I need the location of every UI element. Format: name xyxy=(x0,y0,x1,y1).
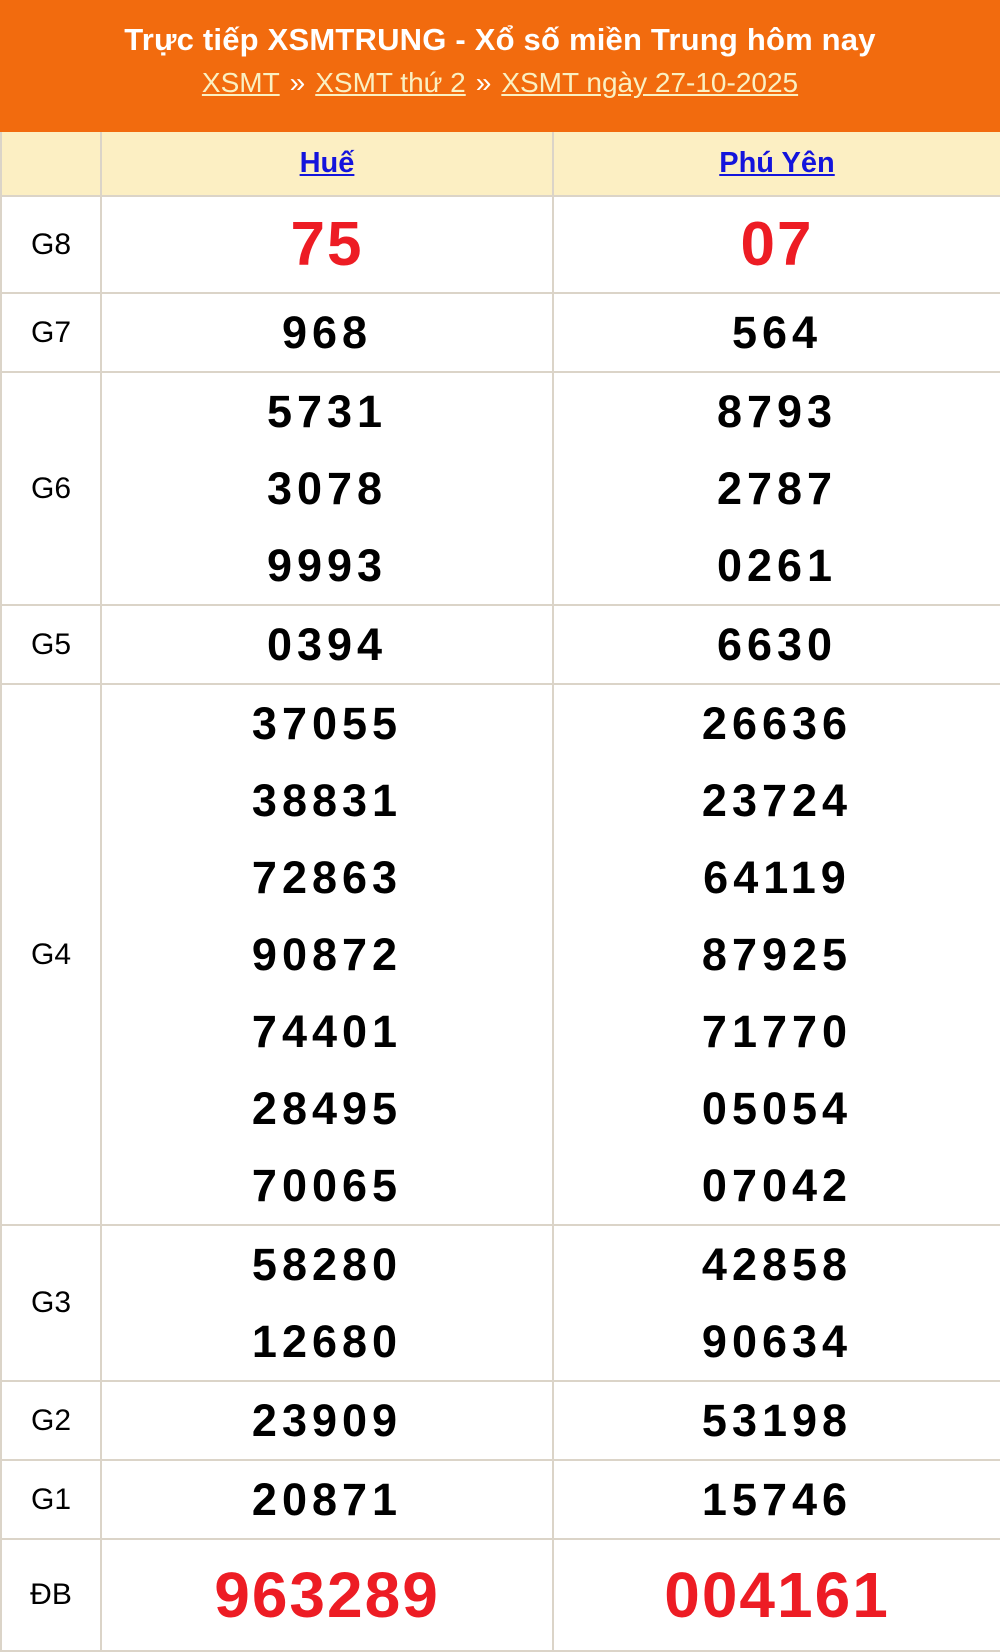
prize-column-header xyxy=(1,132,101,196)
result-cell-col0 xyxy=(101,293,553,372)
page-title: Trực tiếp XSMTRUNG - Xổ số miền Trung hôm nay xyxy=(124,22,876,57)
result-cell-col0 xyxy=(101,684,553,1225)
result-number: 42858 xyxy=(701,1239,853,1290)
result-number: 26636 xyxy=(701,698,853,749)
result-cell-col1 xyxy=(553,1381,1000,1460)
prize-row-1 xyxy=(1,293,1000,372)
result-cell-col0 xyxy=(101,1539,553,1651)
province-link-hue[interactable]: Huế xyxy=(299,147,355,179)
result-cell-col1 xyxy=(553,605,1000,684)
result-cell-col0 xyxy=(101,196,553,293)
result-number: 004161 xyxy=(664,1559,890,1631)
column-header-hue xyxy=(101,132,553,196)
result-number: 64119 xyxy=(703,852,851,903)
result-cell-col0 xyxy=(101,1460,553,1539)
result-cell-col0 xyxy=(101,1225,553,1381)
result-cell-col1 xyxy=(553,196,1000,293)
breadcrumb-link-xsmt[interactable]: XSMT xyxy=(201,67,280,98)
result-cell-col1 xyxy=(553,1225,1000,1381)
prize-label: G4 xyxy=(1,684,101,1225)
result-cell-col1 xyxy=(553,1539,1000,1651)
result-number: 28495 xyxy=(251,1083,403,1134)
table-header-row xyxy=(1,132,1000,196)
result-number: 6630 xyxy=(716,619,838,670)
prize-label: G8 xyxy=(1,196,101,293)
result-number: 0394 xyxy=(266,619,388,670)
result-number: 23909 xyxy=(251,1395,403,1446)
result-number: 9993 xyxy=(266,540,388,591)
prize-row-8 xyxy=(1,1539,1000,1651)
prize-label: G5 xyxy=(1,605,101,684)
result-number: 07 xyxy=(740,210,814,279)
result-cell-col0 xyxy=(101,605,553,684)
prize-row-7 xyxy=(1,1460,1000,1539)
result-number: 71770 xyxy=(701,1006,853,1057)
result-number: 58280 xyxy=(251,1239,403,1290)
result-number: 90634 xyxy=(701,1316,853,1367)
breadcrumb-separator: » xyxy=(475,67,492,98)
prize-row-4 xyxy=(1,684,1000,1225)
results-body xyxy=(1,196,1000,1651)
result-number: 23724 xyxy=(701,775,853,826)
prize-label: G6 xyxy=(1,372,101,605)
prize-row-0 xyxy=(1,196,1000,293)
result-number: 5731 xyxy=(266,386,388,437)
prize-row-3 xyxy=(1,605,1000,684)
result-cell-col1 xyxy=(553,372,1000,605)
result-number: 74401 xyxy=(251,1006,403,1057)
result-number: 968 xyxy=(281,307,373,358)
result-number: 20871 xyxy=(251,1474,403,1525)
result-number: 0261 xyxy=(716,540,838,591)
lottery-results-table xyxy=(0,132,1000,1652)
result-cell-col0 xyxy=(101,372,553,605)
result-number: 15746 xyxy=(701,1474,853,1525)
breadcrumb-link-xsmt-date[interactable]: XSMT ngày 27-10-2025 xyxy=(501,67,799,98)
breadcrumb-separator: » xyxy=(289,67,306,98)
prize-row-2 xyxy=(1,372,1000,605)
breadcrumb xyxy=(8,60,992,106)
result-number: 07042 xyxy=(701,1160,853,1211)
result-number: 72863 xyxy=(251,852,403,903)
breadcrumb-link-xsmt-weekday[interactable]: XSMT thứ 2 xyxy=(315,67,466,98)
prize-row-5 xyxy=(1,1225,1000,1381)
prize-row-6 xyxy=(1,1381,1000,1460)
result-number: 87925 xyxy=(701,929,853,980)
result-number: 05054 xyxy=(701,1083,853,1134)
prize-label: G1 xyxy=(1,1460,101,1539)
prize-label: G2 xyxy=(1,1381,101,1460)
prize-label: ĐB xyxy=(1,1539,101,1651)
result-number: 38831 xyxy=(251,775,403,826)
result-cell-col1 xyxy=(553,1460,1000,1539)
result-cell-col0 xyxy=(101,1381,553,1460)
prize-label: G3 xyxy=(1,1225,101,1381)
prize-label: G7 xyxy=(1,293,101,372)
result-cell-col1 xyxy=(553,684,1000,1225)
result-cell-col1 xyxy=(553,293,1000,372)
page-header xyxy=(0,0,1000,132)
result-number: 75 xyxy=(290,210,364,279)
result-number: 70065 xyxy=(251,1160,403,1211)
result-number: 90872 xyxy=(251,929,403,980)
column-header-phu-yen xyxy=(553,132,1000,196)
result-number: 12680 xyxy=(251,1316,403,1367)
result-number: 564 xyxy=(731,307,823,358)
result-number: 53198 xyxy=(701,1395,853,1446)
result-number: 37055 xyxy=(251,698,403,749)
result-number: 8793 xyxy=(716,386,838,437)
result-number: 963289 xyxy=(214,1559,440,1631)
result-number: 3078 xyxy=(266,463,388,514)
province-link-phu-yen[interactable]: Phú Yên xyxy=(719,147,835,179)
result-number: 2787 xyxy=(716,463,838,514)
